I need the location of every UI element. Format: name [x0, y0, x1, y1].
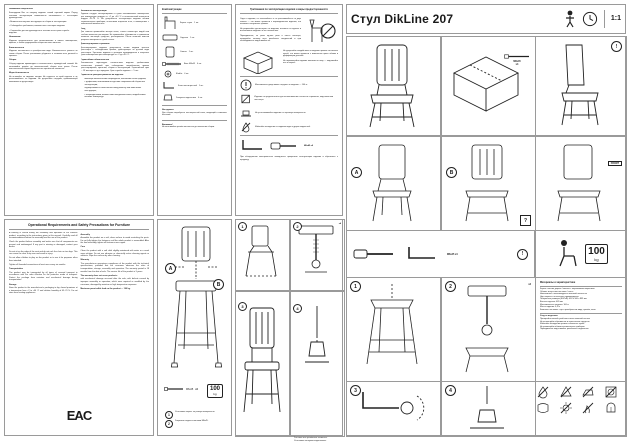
step-number: 2	[293, 222, 302, 231]
view-label-a: A	[351, 167, 362, 178]
soft-cloth-icon	[536, 401, 550, 415]
eac-label: EAC	[66, 408, 92, 423]
en-para: Check the product before assembly and make sure that all components are present and undamaged. If any part is missing or damaged, contact your dealer.	[9, 241, 78, 249]
max-load-value: 100	[209, 386, 220, 392]
ru-section-text: Сборку изделия производите в соответствии с приведённой схемой. Не затягивайте крепёж до окончательной сборки всех узлов. После окончательной сборки подтяните все крепёжные элементы.	[9, 63, 78, 71]
front-view-cell	[535, 136, 627, 231]
ru-section-heading: Гарантия не распространяется на изделия:	[80, 73, 124, 76]
step-number: 2	[165, 420, 173, 428]
en-section-text: The manufacturer guarantees compliance of the product with the technical specifications, provided that the consumer observes the rules of transportation, storage, assembly and operation. The warranty period is 18 months from the date of sale. The service life of the product is 5 years.	[80, 262, 149, 273]
ru-section-text: Изделие предназначено для использования в жилых помещениях, офисах, а также предприятиях общественного питания.	[9, 39, 78, 45]
eac-mark	[9, 408, 149, 423]
ru-section-heading: Уход	[80, 27, 86, 30]
step-number: 1	[350, 281, 361, 292]
screw-callout	[164, 386, 198, 392]
en-section-heading: Care	[80, 246, 85, 249]
no-rocking-icon	[304, 16, 338, 46]
en-para: Tighten all threaded connections at least once every six months.	[9, 263, 66, 266]
requirements-block	[235, 4, 343, 216]
req-para: Не разрешайте детям играть на изделии, вставать на сиденье и использовать изделие не по назначению.	[240, 27, 301, 33]
care-row: Периодически подтягивайте резьбовые соединения	[540, 328, 589, 331]
step-caption: Установите заглушки подпятников.	[294, 440, 327, 443]
care-icon-7	[604, 400, 627, 416]
care-row: Избегайте попадания прямых солнечных лучей	[540, 323, 585, 326]
view-b-cell	[441, 136, 536, 231]
vacuum-icon	[604, 401, 618, 415]
ru-section-heading: Гарантийные обязательства	[80, 58, 109, 61]
page-title: Стул DikLine 207	[351, 12, 454, 26]
clock-icon	[582, 11, 598, 27]
care-icon-2	[581, 384, 604, 400]
en-section-heading: Transportation	[9, 268, 24, 271]
part-label: Каркас стула	[180, 21, 193, 24]
warn-note-text: Не затягивайте крепёж полностью до окончания сборки.	[162, 126, 215, 129]
pictogram-row	[240, 48, 338, 74]
part-row	[162, 16, 227, 30]
pictogram-row	[240, 16, 338, 46]
care-row: Протирайте мягкой сухой или слегка влажной тканью	[540, 317, 590, 320]
list-item: • имеющие механические повреждения, возникшие после продажи;	[85, 78, 150, 81]
tool-row	[240, 138, 338, 154]
hex-key-icon	[405, 245, 439, 263]
warning-icon	[240, 79, 252, 91]
en-section-heading: Storage	[9, 283, 17, 286]
specs-cell	[535, 277, 627, 382]
step-cell-4	[290, 291, 345, 443]
product-chair-icon	[347, 37, 437, 133]
assembly-steps-block	[235, 219, 343, 443]
screw-icon	[504, 53, 530, 60]
ru-section-heading: Меры безопасности	[9, 72, 29, 75]
view-a-cell	[346, 136, 441, 231]
part-row	[162, 81, 227, 91]
en-section-heading: The warranty does not cover products:	[80, 274, 118, 277]
req-para: Не допускайте воздействия на изделие прямых солнечных лучей, это может привести к изменению цвета обивки и деформации деталей.	[283, 50, 338, 58]
screw-icon	[164, 386, 184, 392]
max-load-unit: kg	[594, 257, 599, 262]
list-item: • с дефектами, возникшими вследствие неправильной сборки или эксплуатации;	[85, 81, 150, 86]
step-number: 1	[165, 411, 173, 419]
step-number: 3	[350, 385, 361, 396]
step-cell-2	[290, 219, 345, 291]
product-view-cell	[346, 36, 441, 136]
en-para: A warning is issued during the assembly and operation of the furniture product, according to the instructions given in this manual. Carefully read all recommendations before the assembly and the use of the product.	[9, 232, 78, 240]
spec-row: Наполнитель: пенополиуретан высокой плотности	[540, 293, 587, 296]
warning-badge: !	[611, 41, 622, 52]
front-label: FRONT	[608, 161, 622, 166]
no-sun-icon	[559, 401, 573, 415]
level-surface-icon	[240, 107, 252, 119]
care-heading: Уход за изделием	[540, 315, 558, 318]
step-number: 2	[445, 281, 456, 292]
exploded-view-block	[157, 219, 232, 436]
divider	[540, 313, 622, 314]
person-icon	[564, 10, 576, 28]
ru-para: Благодарим Вас за покупку изделия нашей торговой марки. Перед началом эксплуатации внимательно ознакомьтесь с настоящим руководством.	[9, 12, 78, 20]
list-item: • подвергавшиеся самостоятельному ремонту или изменению конструкции;	[85, 87, 150, 92]
part-row	[162, 61, 227, 67]
en-footer-note: Maximum permissible load on the product — 100 kg.	[80, 287, 131, 290]
divider	[162, 13, 227, 14]
divider	[240, 135, 338, 136]
part-qty: 1 шт.	[190, 36, 195, 39]
note-row	[240, 121, 338, 133]
ru-section-text: Изделие следует эксплуатировать в сухих отапливаемых помещениях при температуре воздуха от +2 до +40 °С и относительной влажности воздуха 45–70 %. Не допускается эксплуатация изделия вблизи нагревательных приборов, источников открытого огня, в помещениях с повышенной влажностью.	[80, 13, 149, 26]
key-qty: x4	[338, 223, 341, 225]
scale-label: 1:1	[610, 14, 621, 22]
spec-row: Масса изделия: 6,5 кг	[540, 306, 561, 309]
package-icon	[240, 48, 280, 74]
max-load-unit: kg	[213, 392, 217, 396]
care-icon-6	[581, 400, 604, 416]
part-qty: 4 шт.	[184, 72, 189, 75]
no-tumble-dry-icon	[604, 385, 618, 399]
assembly-step	[165, 420, 224, 428]
en-title: Operational Requirements and Safety Precautions for Furniture	[27, 223, 131, 227]
warranty-exclusions	[81, 78, 150, 99]
ru-text-block	[4, 4, 154, 216]
step-caption: Затяните все крепёжные элементы.	[294, 436, 328, 439]
screw-label: M6x45	[186, 387, 194, 391]
part-qty: 4 шт.	[197, 62, 202, 65]
en-column-1	[9, 232, 78, 404]
requirements-extra: При обнаружении неисправности немедленно прекратите эксплуатацию изделия и обратитесь к продавцу.	[240, 156, 338, 161]
step-caption: Установите каркас на ровную поверхность.	[175, 411, 216, 413]
step-cell-3	[235, 291, 290, 437]
tool-note	[162, 109, 227, 117]
step-number: 1	[238, 222, 247, 231]
screw-icon	[162, 61, 182, 67]
washer-icon	[162, 70, 174, 78]
requirements-text	[240, 16, 301, 45]
ru-para: • Сохраняйте данное руководство в течение всего срока службы изделия.	[9, 29, 70, 35]
care-icon-1	[559, 384, 582, 400]
screw-note: M6x45 x4	[447, 252, 458, 256]
care-icons-cell	[535, 381, 627, 437]
callout-a: A	[165, 263, 176, 274]
spec-row: Габаритные размеры (ШхГхВ): 430 х 560 х 885 мм	[540, 298, 587, 301]
assembled-chair-icon	[236, 300, 288, 420]
req-para: Не перемещайте изделие волоком по полу — поднимайте его за каркас.	[283, 59, 338, 65]
spec-row: Цвет каркаса: по каталогу производителя	[540, 295, 579, 298]
max-load-badge	[585, 244, 608, 264]
step-cell-1	[235, 219, 290, 291]
ru-text-column-2	[81, 8, 150, 212]
chair-view-b-icon	[442, 137, 532, 227]
care-icon-4	[536, 400, 559, 416]
part-row	[162, 46, 227, 58]
seat-icon	[162, 33, 178, 43]
en-section-text: Assemble the product on a soft, clean surface to avoid scratching the parts. Do not fully tighten the fasteners until the whole product is assembled. After the final assembly, tighten all fasteners once again.	[80, 237, 149, 245]
ru-section-text: Не вставайте на изделие ногами. Не садитесь на край сиденья и не раскачивайтесь на изделии. Не допускайте нагрузки, превышающей максимально допустимую.	[9, 75, 78, 84]
part-row	[162, 70, 227, 78]
part-row	[162, 94, 227, 102]
warn-note-heading: Внимание!	[162, 123, 173, 126]
right-diagram-area	[346, 36, 626, 436]
hex-key-icon	[240, 138, 266, 154]
ru-section-text: Изготовитель гарантирует соответствие изделия требованиям технических условий при соблюдении потребителем правил транспортировки, хранения, сборки и эксплуатации. Гарантийный срок — 18 месяцев со дня продажи. Срок службы изделия — 5 лет.	[80, 62, 149, 72]
care-icon-0	[536, 384, 559, 400]
specs-list	[540, 288, 622, 311]
title-bar	[346, 4, 626, 34]
step-number: 4	[293, 304, 302, 313]
part-qty: 1 шт.	[194, 21, 199, 24]
list-item: • с повреждениями, вызванными попаданием влаги, воздействием высоких температур.	[85, 94, 150, 99]
no-heat-icon	[581, 401, 595, 415]
care-row: Не используйте абразивные и агрессивные средства	[540, 320, 590, 323]
assembly-step	[165, 411, 224, 419]
ru-section-heading: Транспортировка и хранение	[80, 43, 110, 46]
question-badge: ?	[520, 215, 531, 226]
chair-view-a-icon	[347, 137, 437, 227]
spec-row: Каркас: массив дерева / металл с порошковым покрытием	[540, 288, 595, 290]
part-qty: 4 шт.	[198, 96, 203, 99]
person-sitting-icon	[554, 238, 580, 270]
no-water-icon	[536, 385, 550, 399]
screw-qty: x4	[195, 387, 198, 391]
ru-section-heading: Указания по эксплуатации	[80, 9, 107, 12]
no-ladder-icon	[240, 93, 251, 105]
ru-section-text: Транспортировка изделия допускается всеми видами крытого транспорта с соблюдением правил, действующих на данном виде транспорта. Хранение изделия в упаковке производителя в закрытых сухих помещениях при температуре от +2 до +40 °С.	[80, 46, 149, 57]
part-label: Сиденье	[180, 36, 189, 39]
note-text: Изделие не предназначено для использования в качестве стремянки, подставки или лестницы.	[254, 96, 334, 101]
chair-front-view-icon	[536, 137, 622, 227]
ru-para: • Соблюдайте требования, изложенные в паспорте изделия.	[9, 25, 66, 28]
divider	[162, 120, 227, 121]
note-row	[240, 107, 338, 119]
en-section-heading: Warranty	[80, 259, 90, 262]
care-icon-3	[604, 384, 627, 400]
en-section-heading: Assembly	[80, 233, 90, 236]
requirements-notes	[240, 79, 338, 133]
no-iron-icon	[581, 385, 595, 399]
load-cell	[535, 230, 627, 278]
big-step-1-cell	[346, 277, 441, 382]
warn-note	[162, 124, 227, 129]
screw-qty: x4	[515, 63, 519, 66]
seat-mount-icon	[442, 278, 532, 376]
parts-list	[162, 16, 227, 102]
part-row	[162, 33, 227, 43]
key-qty: x4	[528, 283, 531, 286]
care-row: Не размещайте вблизи отопительных приборов	[540, 325, 585, 328]
step-number: 4	[445, 385, 456, 396]
note-text: Максимально допустимая нагрузка на изделие — 100 кг.	[255, 83, 308, 86]
callout-b: B	[213, 279, 224, 290]
divider	[604, 10, 605, 28]
screw-callout	[504, 53, 530, 66]
parts-list-block	[157, 4, 232, 216]
specs-heading: Материалы и характеристики	[540, 281, 576, 284]
divider	[9, 229, 149, 230]
part-label: Винт М6х45	[184, 62, 196, 65]
ru-section-text: Изделие поставляется в разобранном виде. Комплектность указана на схеме сборки. После распаковки убедитесь в наличии всех деталей и крепежа.	[9, 50, 78, 58]
req-para: Сидя в изделии, не отклоняйтесь и не раскачивайтесь на двух ножках — это может привести к опрокидыванию изделия, его поломке и получению травмы.	[240, 18, 301, 26]
big-step-2-cell	[441, 277, 536, 382]
screwdriver-icon	[353, 245, 397, 263]
part-label: Заглушка подпятника	[176, 96, 197, 99]
en-section-text: Store the product in the manufacturer's packaging in dry, closed premises at a temperature from +2 to +40 °C and relative humidity of 45–70 %. Do not store near heating appliances.	[9, 287, 78, 295]
screw-note: M6x45 x4	[304, 144, 313, 147]
part-qty: 1 шт.	[188, 50, 194, 53]
max-load-value: 100	[588, 246, 605, 257]
no-water-icon	[240, 121, 252, 133]
en-section-text: Clean the product with a soft cloth slightly moistened with water or a weak soap solution. Do not use abrasive or chemically active cleaning agents or solvents. Wipe the surface dry after cleaning.	[80, 249, 149, 258]
care-list	[540, 318, 622, 331]
requirements-text	[283, 48, 338, 67]
note-text: Не устанавливайте изделие на неровную поверхность.	[255, 111, 307, 114]
big-step-4-cell	[441, 381, 536, 437]
req-para: Периодически, не реже одного раза в шесть месяцев, проверяйте затяжку всех резьбовых соединений и при необходимости подтягивайте их.	[240, 34, 301, 43]
en-text-block	[4, 219, 154, 436]
assembly-captions	[165, 411, 224, 428]
hex-key-icon	[162, 81, 176, 91]
ru-section-heading: Назначение	[9, 36, 21, 39]
frame-assembly-icon	[347, 278, 437, 376]
tools-cell	[346, 230, 535, 278]
screwdriver-icon	[270, 138, 300, 154]
step-number: 3	[238, 302, 247, 311]
en-para: Do not allow children to play on the product or to use it for purposes other than intended.	[9, 257, 78, 262]
no-bleach-icon	[559, 385, 573, 399]
frame-icon	[162, 16, 178, 30]
big-step-3-cell	[346, 381, 441, 437]
part-label: Спинка	[180, 50, 187, 53]
ru-section-heading: Комплектность	[9, 46, 25, 49]
exploded-chair-diagram	[162, 223, 229, 383]
tool-note-heading: Инструмент	[162, 109, 174, 111]
requirements-heading: Требования по эксплуатации изделия и меры предосторожности	[250, 8, 328, 11]
part-label: Шайба	[176, 72, 183, 75]
en-para: Do not sit on the edge of the seat and do not rock the chair on two legs. This can cause the chair to tip over and result in injury.	[9, 250, 78, 256]
divider	[240, 13, 338, 14]
en-section-text: The product may be transported by all types of covered transport in accordance with the rules effective for the particular mode of transport. Protect the package from moisture and mechanical damage during transportation.	[9, 271, 78, 282]
spec-row: Обивка: искусственная кожа / ткань	[540, 290, 574, 293]
divider	[162, 105, 227, 106]
ru-para: • Внимательно изучите инструкцию по сборке и эксплуатации.	[9, 21, 67, 24]
back-icon	[162, 46, 178, 58]
ru-section-heading: Сборка	[9, 59, 17, 62]
note-text: Избегайте попадания на изделие воды и других жидкостей.	[255, 125, 311, 128]
step-caption: Закрепите сиденье винтами М6х45.	[175, 420, 209, 422]
screw-label: M6x45	[513, 60, 521, 63]
ru-heading: Уважаемый покупатель!	[9, 8, 34, 10]
spec-row: Комплект поставки: стул в разобранном виде, крепёж, ключ	[540, 308, 596, 311]
ru-text-column-1	[9, 8, 78, 212]
view-label-b: B	[446, 167, 457, 178]
warning-badge: !	[517, 249, 528, 260]
chair-side-view-icon	[536, 37, 622, 131]
glide-cap-icon	[162, 94, 174, 102]
spec-row: Высота сиденья: 465 мм	[540, 300, 563, 303]
side-view-cell	[535, 36, 627, 136]
divider	[240, 76, 338, 77]
part-qty: 1 шт.	[198, 84, 204, 87]
note-row	[240, 79, 338, 91]
en-section-text: with mechanical damage occurred after the sale; with defects caused by improper assembly or operation; which were repaired or modified by the consumer; damaged by moisture or high temperature exposure.	[80, 278, 149, 286]
note-row	[240, 93, 338, 105]
en-column-2	[81, 232, 150, 404]
tool-note-text: Для сборки потребуется шестигранный ключ, входящий в комплект поставки.	[162, 111, 227, 117]
divider	[540, 286, 622, 287]
package-cell	[441, 36, 536, 136]
care-icon-5	[559, 400, 582, 416]
ru-section-text: Для очистки применяйте мягкую ткань, слегка смоченную водой или слабым мыльным раствором. Не применяйте абразивные и химически активные чистящие средства, растворители. После влажной очистки протрите поверхность сухой тканью.	[80, 31, 149, 41]
spec-row: Максимальная нагрузка: 100 кг	[540, 303, 569, 306]
parts-heading: Комплектующие	[162, 8, 182, 11]
max-load-badge	[207, 384, 223, 398]
part-label: Ключ шестигранный	[178, 84, 197, 87]
